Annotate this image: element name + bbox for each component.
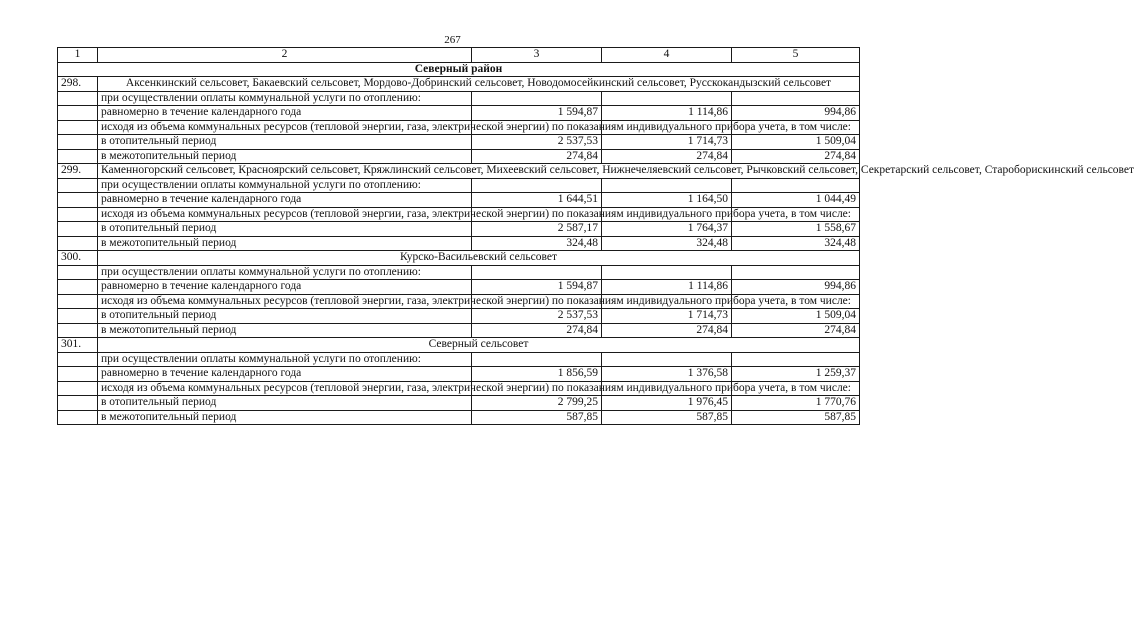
heating-value-col4: 1 764,37 [602, 222, 732, 237]
non-heating-value-col5: 587,85 [732, 410, 860, 425]
utility-payment-label: при осуществлении оплаты коммунальной услуги по отоплению: [98, 178, 472, 193]
section-title: Курско-Васильевский сельсовет [98, 251, 860, 266]
tariff-table [57, 47, 1134, 425]
evenly-label: равномерно в течение календарного года [98, 106, 472, 121]
empty-cell [472, 265, 602, 280]
heating-row [58, 309, 860, 324]
empty-cell [58, 91, 98, 106]
non-heating-row [58, 236, 860, 251]
heating-row [58, 135, 860, 150]
section-number: 300. [58, 251, 98, 266]
empty-cell [58, 294, 98, 309]
evenly-label: равномерно в течение календарного года [98, 280, 472, 295]
evenly-value-col3: 1 594,87 [472, 106, 602, 121]
heating-value-col5: 1 509,04 [732, 309, 860, 324]
heating-row [58, 396, 860, 411]
empty-cell [472, 352, 602, 367]
empty-cell [58, 410, 98, 425]
empty-cell [58, 222, 98, 237]
empty-cell [472, 91, 602, 106]
by-meter-label: исходя из объема коммунальных ресурсов (тепловой энергии, газа, электрической энергии) по показаниям индивидуального прибора учета, в том числе: [98, 120, 472, 135]
non-heating-row [58, 149, 860, 164]
non-heating-row [58, 323, 860, 338]
empty-cell [58, 352, 98, 367]
empty-cell [58, 236, 98, 251]
utility-payment-label: при осуществлении оплаты коммунальной услуги по отоплению: [98, 91, 472, 106]
empty-cell [58, 396, 98, 411]
non-heating-value-col4: 587,85 [602, 410, 732, 425]
empty-cell [58, 149, 98, 164]
evenly-value-col4: 1 114,86 [602, 280, 732, 295]
section-number: 301. [58, 338, 98, 353]
evenly-value-col3: 1 644,51 [472, 193, 602, 208]
evenly-value-col3: 1 856,59 [472, 367, 602, 382]
heating-value-col5: 1 509,04 [732, 135, 860, 150]
evenly-label: равномерно в течение календарного года [98, 367, 472, 382]
evenly-value-col4: 1 164,50 [602, 193, 732, 208]
evenly-label: равномерно в течение календарного года [98, 193, 472, 208]
column-number-4: 4 [602, 48, 732, 63]
section-title: Аксенкинский сельсовет, Бакаевский сельсовет, Мордово-Добринский сельсовет, Новодомосейкинский сельсовет, Русскокандызский сельсовет [98, 77, 860, 92]
empty-cell [732, 352, 860, 367]
non-heating-value-col3: 274,84 [472, 149, 602, 164]
by-meter-label: исходя из объема коммунальных ресурсов (тепловой энергии, газа, электрической энергии) по показаниям индивидуального прибора учета, в том числе: [98, 207, 472, 222]
empty-cell [732, 178, 860, 193]
utility-payment-label: при осуществлении оплаты коммунальной услуги по отоплению: [98, 265, 472, 280]
evenly-row [58, 280, 860, 295]
column-number-3: 3 [472, 48, 602, 63]
heating-value-col3: 2 587,17 [472, 222, 602, 237]
heating-value-col3: 2 799,25 [472, 396, 602, 411]
heating-value-col4: 1 714,73 [602, 309, 732, 324]
section-number: 299. [58, 164, 98, 179]
heating-label: в отопительный период [98, 135, 472, 150]
evenly-value-col5: 994,86 [732, 280, 860, 295]
section-title-row [58, 77, 860, 92]
empty-cell [602, 265, 732, 280]
utility-payment-row [58, 91, 860, 106]
empty-cell [58, 381, 98, 396]
page-number: 267 [444, 34, 461, 46]
non-heating-value-col5: 274,84 [732, 323, 860, 338]
section-title: Северный сельсовет [98, 338, 860, 353]
non-heating-value-col3: 587,85 [472, 410, 602, 425]
empty-cell [602, 178, 732, 193]
evenly-row [58, 193, 860, 208]
empty-cell [58, 193, 98, 208]
empty-cell [58, 120, 98, 135]
non-heating-value-col3: 324,48 [472, 236, 602, 251]
by-meter-row [58, 294, 860, 309]
tariff-table-body [58, 48, 1134, 425]
evenly-value-col5: 1 259,37 [732, 367, 860, 382]
utility-payment-row [58, 178, 860, 193]
heating-label: в отопительный период [98, 309, 472, 324]
evenly-value-col5: 994,86 [732, 106, 860, 121]
non-heating-label: в межотопительный период [98, 149, 472, 164]
heating-value-col5: 1 770,76 [732, 396, 860, 411]
utility-payment-row [58, 352, 860, 367]
empty-cell [58, 135, 98, 150]
empty-cell [732, 91, 860, 106]
heating-label: в отопительный период [98, 222, 472, 237]
evenly-value-col4: 1 114,86 [602, 106, 732, 121]
empty-cell [58, 265, 98, 280]
district-title: Северный район [58, 62, 860, 77]
heating-value-col4: 1 714,73 [602, 135, 732, 150]
heating-value-col3: 2 537,53 [472, 135, 602, 150]
section-title-row [58, 251, 860, 266]
section-title-row [58, 164, 860, 179]
heating-value-col3: 2 537,53 [472, 309, 602, 324]
non-heating-row [58, 410, 860, 425]
non-heating-value-col5: 274,84 [732, 149, 860, 164]
empty-cell [732, 265, 860, 280]
by-meter-row [58, 207, 860, 222]
empty-cell [58, 309, 98, 324]
empty-cell [58, 323, 98, 338]
evenly-value-col5: 1 044,49 [732, 193, 860, 208]
non-heating-value-col4: 274,84 [602, 323, 732, 338]
empty-cell [472, 178, 602, 193]
utility-payment-row [58, 265, 860, 280]
section-number: 298. [58, 77, 98, 92]
district-row [58, 62, 860, 77]
by-meter-row [58, 381, 860, 396]
by-meter-row [58, 120, 860, 135]
evenly-value-col3: 1 594,87 [472, 280, 602, 295]
by-meter-label: исходя из объема коммунальных ресурсов (тепловой энергии, газа, электрической энергии) по показаниям индивидуального прибора учета, в том числе: [98, 294, 472, 309]
non-heating-label: в межотопительный период [98, 410, 472, 425]
column-number-1: 1 [58, 48, 98, 63]
section-title-row [58, 338, 860, 353]
evenly-value-col4: 1 376,58 [602, 367, 732, 382]
by-meter-label: исходя из объема коммунальных ресурсов (тепловой энергии, газа, электрической энергии) по показаниям индивидуального прибора учета, в том числе: [98, 381, 472, 396]
empty-cell [58, 207, 98, 222]
empty-cell [602, 352, 732, 367]
column-number-2: 2 [98, 48, 472, 63]
non-heating-label: в межотопительный период [98, 236, 472, 251]
utility-payment-label: при осуществлении оплаты коммунальной услуги по отоплению: [98, 352, 472, 367]
heating-row [58, 222, 860, 237]
non-heating-value-col5: 324,48 [732, 236, 860, 251]
non-heating-value-col4: 324,48 [602, 236, 732, 251]
empty-cell [58, 106, 98, 121]
evenly-row [58, 367, 860, 382]
non-heating-label: в межотопительный период [98, 323, 472, 338]
heating-value-col5: 1 558,67 [732, 222, 860, 237]
column-number-5: 5 [732, 48, 860, 63]
evenly-row [58, 106, 860, 121]
empty-cell [58, 367, 98, 382]
non-heating-value-col4: 274,84 [602, 149, 732, 164]
non-heating-value-col3: 274,84 [472, 323, 602, 338]
empty-cell [58, 178, 98, 193]
empty-cell [58, 280, 98, 295]
heating-value-col4: 1 976,45 [602, 396, 732, 411]
empty-cell [602, 91, 732, 106]
heating-label: в отопительный период [98, 396, 472, 411]
column-number-row [58, 48, 860, 63]
section-title: Каменногорский сельсовет, Красноярский сельсовет, Кряжлинский сельсовет, Михеевский сельсовет, Нижнечеляевский сельсовет, Рычковский сельсовет, Секретарский сельсовет, Староборискинский сельсовет [98, 164, 860, 179]
